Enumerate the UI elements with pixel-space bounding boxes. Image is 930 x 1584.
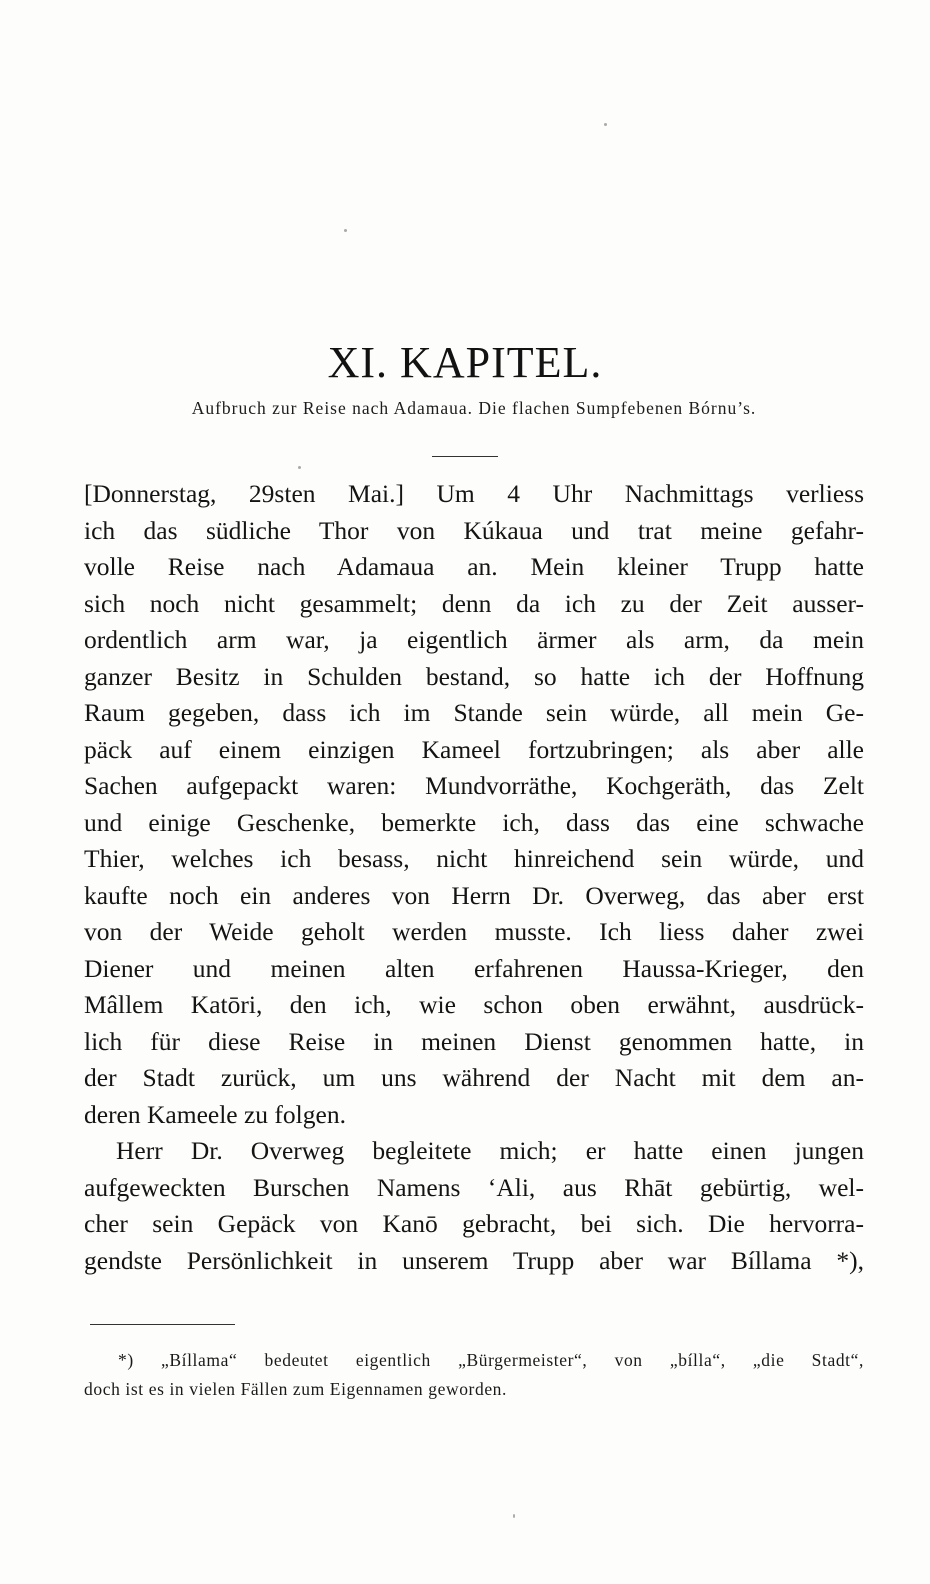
text-line: Herr Dr. Overweg begleitete mich; er hatte einen jungen [116, 1136, 864, 1165]
chapter-title: XI. KAPITEL. [327, 338, 603, 387]
text-line: päck auf einem einzigen Kameel fortzubringen; als aber alle [84, 734, 864, 764]
text-line: aufgeweckten Burschen Namens ‘Ali, aus Rhāt gebürtig, wel- [84, 1172, 864, 1202]
body-text [84, 476, 864, 1279]
text-line: deren Kameele zu folgen. [84, 1099, 346, 1129]
title-divider [432, 456, 498, 457]
text-line: ganzer Besitz in Schulden bestand, so hatte ich der Hoffnung [84, 661, 864, 691]
text-line: Mâllem Katōri, den ich, wie schon oben erwähnt, ausdrück- [84, 990, 864, 1019]
footnote-line: *) „Bíllama“ bedeutet eigentlich „Bürgermeister“, von „bílla“, „die Stadt“, [118, 1350, 864, 1370]
text-line: ich das südliche Thor von Kúkaua und trat meine gefahr- [84, 515, 864, 545]
text-line: von der Weide geholt werden musste. Ich liess daher zwei [84, 917, 864, 946]
text-line: Diener und meinen alten erfahrenen Haussa-Krieger, den [84, 953, 864, 983]
footnote-divider [90, 1324, 235, 1325]
text-line: lich für diese Reise in meinen Dienst genommen hatte, in [84, 1026, 864, 1056]
text-line: Sachen aufgepackt waren: Mundvorräthe, Kochgeräth, das Zelt [84, 771, 864, 800]
paper-speck [604, 123, 607, 126]
text-line: ordentlich arm war, ja eigentlich ärmer als arm, da mein [84, 625, 864, 654]
text-line: [Donnerstag, 29sten Mai.] Um 4 Uhr Nachmittags verliess [84, 479, 864, 508]
text-line: gendste Persönlichkeit in unserem Trupp aber war Bíllama *), [84, 1245, 864, 1275]
paper-speck [298, 466, 301, 469]
paper-speck [344, 229, 347, 232]
footnote [84, 1346, 864, 1404]
text-line: und einige Geschenke, bemerkte ich, dass das eine schwache [84, 807, 864, 837]
text-line: volle Reise nach Adamaua an. Mein kleiner Trupp hatte [84, 552, 864, 581]
chapter-summary: Aufbruch zur Reise nach Adamaua. Die flachen Sumpfebenen Bórnu’s. [191, 398, 757, 418]
text-line: der Stadt zurück, um uns während der Nacht mit dem an- [84, 1063, 864, 1092]
footnote-line: doch ist es in vielen Fällen zum Eigennamen geworden. [84, 1379, 508, 1399]
text-line: Thier, welches ich besass, nicht hinreichend sein würde, und [84, 844, 864, 873]
paper-speck [513, 1514, 515, 1518]
text-line: sich noch nicht gesammelt; denn da ich zu der Zeit ausser- [84, 588, 864, 618]
text-line: Raum gegeben, dass ich im Stande sein würde, all mein Ge- [84, 698, 864, 727]
text-line: kaufte noch ein anderes von Herrn Dr. Overweg, das aber erst [84, 880, 864, 910]
text-line: cher sein Gepäck von Kanō gebracht, bei sich. Die hervorra- [84, 1209, 864, 1238]
